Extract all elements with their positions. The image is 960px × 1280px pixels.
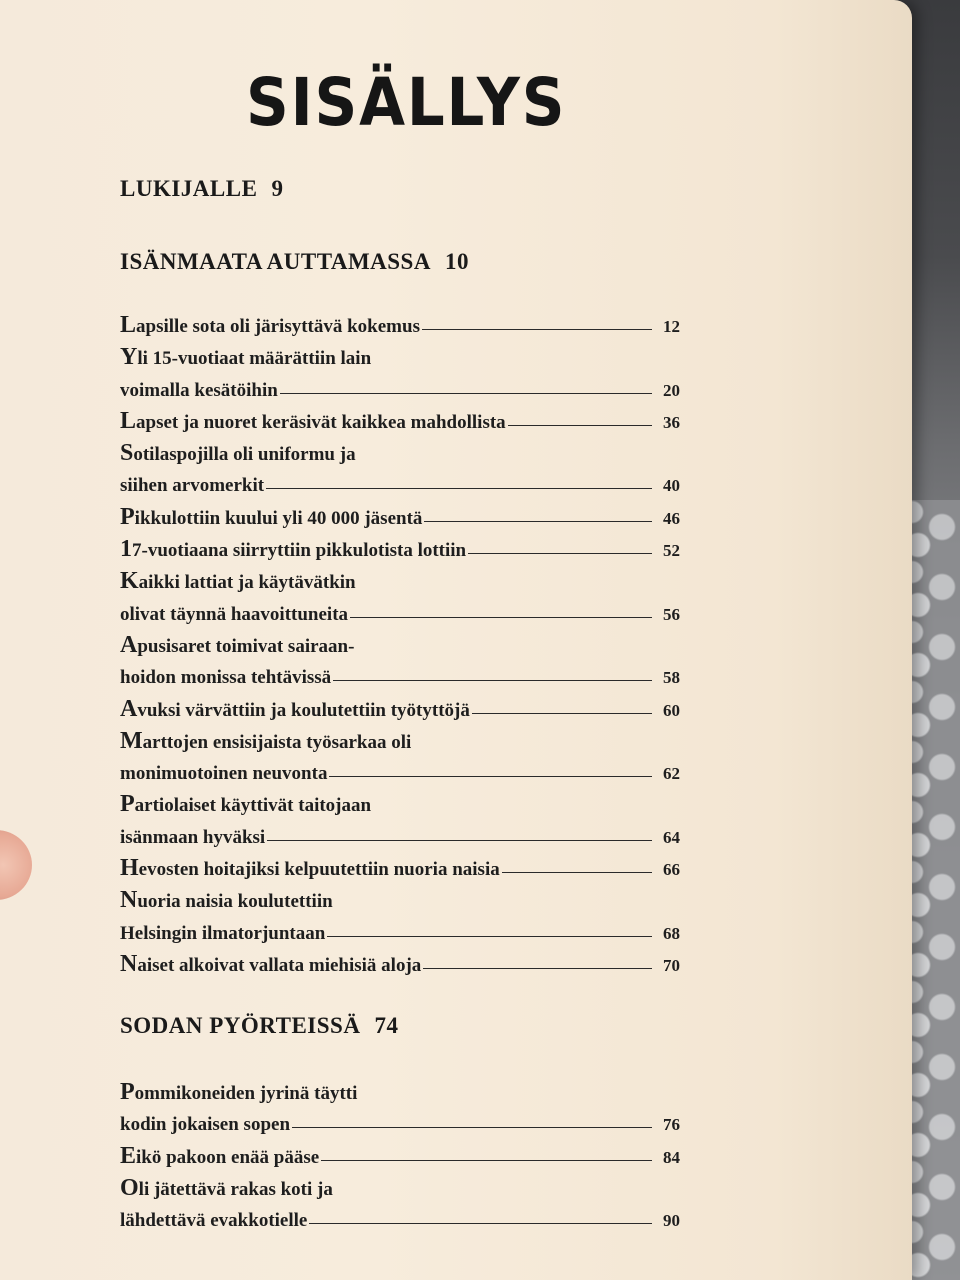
toc-entry-line — [120, 438, 680, 470]
toc-entry-line — [120, 758, 680, 789]
toc-entry-line — [120, 310, 680, 342]
section-label: SODAN PYÖRTEISSÄ — [120, 1013, 361, 1038]
toc-entry-title: Kaikki lattiat ja käytävätkin — [120, 568, 356, 595]
toc-entry-title: Helsingin ilmatorjuntaan — [120, 922, 326, 944]
toc-entry — [120, 949, 680, 981]
page-title: SISÄLLYS — [246, 64, 567, 141]
toc-entry — [120, 694, 680, 726]
toc-entry-line — [120, 918, 680, 949]
toc-entry-title: Apusisaret toimivat sairaan- — [120, 631, 355, 658]
toc-page-number: 12 — [663, 317, 680, 336]
section-label: LUKIJALLE — [120, 176, 258, 201]
section-heading-isanmaata — [120, 249, 469, 275]
toc-entry-line — [120, 1077, 680, 1109]
toc-list-part2 — [120, 1077, 680, 1236]
toc-entry — [120, 885, 680, 949]
toc-entry — [120, 566, 680, 630]
toc-entry — [120, 726, 680, 790]
toc-entry-line — [120, 822, 680, 853]
toc-entry-title: Lapset ja nuoret keräsivät kaikkea mahdollista — [120, 407, 506, 434]
dot-leader — [267, 840, 652, 841]
toc-entry-line — [120, 789, 680, 821]
toc-entry-title: Lapsille sota oli järisyttävä kokemus — [120, 312, 420, 338]
toc-entry-title: siihen arvomerkit — [120, 475, 265, 497]
toc-entry — [120, 1173, 680, 1237]
toc-entry — [120, 342, 680, 406]
section-label: ISÄNMAATA AUTTAMASSA — [120, 249, 431, 274]
toc-entry — [120, 438, 680, 502]
toc-entry — [120, 1077, 680, 1141]
toc-entry-title: Hevosten hoitajiksi kelpuutettiin nuoria naisia — [120, 855, 500, 882]
toc-entry-title: Marttojen ensisijaista työsarkaa oli — [120, 727, 412, 754]
dot-leader — [468, 553, 652, 554]
toc-entry-line — [120, 694, 680, 726]
toc-entry-line — [120, 662, 680, 693]
toc-entry-title: kodin jokaisen sopen — [120, 1114, 291, 1136]
toc-page-number: 64 — [663, 827, 680, 847]
toc-entry-line — [120, 375, 680, 406]
toc-entry-line — [120, 1173, 680, 1205]
toc-entry-title: Nuoria naisia koulutettiin — [120, 887, 333, 914]
toc-entry-title: isänmaan hyväksi — [120, 826, 266, 848]
toc-entry-line — [120, 599, 680, 630]
toc-entry-line — [120, 853, 680, 885]
toc-entry-title: Naiset alkoivat vallata miehisiä aloja — [120, 950, 422, 977]
toc-entry-line — [120, 470, 680, 501]
toc-entry-line — [120, 406, 680, 438]
toc-page-number: 40 — [663, 476, 680, 496]
toc-page-number: 90 — [663, 1211, 680, 1231]
section-heading-lukijalle — [120, 176, 283, 202]
toc-list-part1 — [120, 310, 680, 981]
toc-entry-line — [120, 502, 680, 534]
toc-page-number: 46 — [663, 508, 680, 528]
toc-page-number: 68 — [663, 923, 680, 943]
toc-page-number: 52 — [663, 541, 680, 561]
toc-entry-title: hoidon monissa tehtävissä — [120, 667, 332, 689]
dot-leader — [422, 329, 652, 330]
toc-entry-line — [120, 726, 680, 758]
toc-entry — [120, 502, 680, 534]
section-page-number: 10 — [444, 249, 469, 274]
dot-leader — [424, 521, 652, 522]
dot-leader — [309, 1223, 652, 1224]
toc-page-number: 20 — [663, 380, 680, 400]
dot-leader — [280, 393, 652, 394]
toc-page-number: 76 — [663, 1115, 680, 1135]
toc-entry-title: 17-vuotiaana siirryttiin pikkulotista lottiin — [120, 536, 467, 563]
toc-entry-title: Avuksi värvättiin ja koulutettiin työtyttöjä — [120, 695, 470, 722]
toc-entry-title: Oli jätettävä rakas koti ja — [120, 1174, 333, 1201]
toc-entry-line — [120, 630, 680, 662]
toc-page-number: 66 — [663, 860, 680, 880]
toc-page-number: 84 — [663, 1147, 680, 1167]
toc-entry-title: Pikkulottiin kuului yli 40 000 jäsentä — [120, 503, 423, 530]
toc-entry-title: Partiolaiset käyttivät taitojaan — [120, 791, 372, 818]
toc-entry-line — [120, 1141, 680, 1173]
toc-entry — [120, 630, 680, 694]
section-heading-sodan — [120, 1013, 398, 1039]
toc-page-number: 60 — [663, 700, 680, 720]
toc-entry-title: monimuotoinen neuvonta — [120, 763, 328, 785]
toc-entry-line — [120, 949, 680, 981]
dot-leader — [423, 968, 652, 969]
dot-leader — [350, 617, 652, 618]
toc-entry — [120, 853, 680, 885]
dot-leader — [327, 936, 652, 937]
section-page-number: 9 — [271, 176, 284, 201]
toc-entry — [120, 1141, 680, 1173]
toc-entry-line — [120, 1205, 680, 1236]
toc-entry — [120, 310, 680, 342]
dot-leader — [508, 425, 652, 426]
dot-leader — [472, 713, 652, 714]
dot-leader — [333, 680, 652, 681]
toc-entry-title: Sotilaspojilla oli uniformu ja — [120, 440, 356, 467]
dot-leader — [292, 1127, 652, 1128]
dot-leader — [266, 488, 652, 489]
toc-entry-title: voimalla kesätöihin — [120, 379, 278, 401]
toc-page-number: 56 — [663, 604, 680, 624]
toc-entry-line — [120, 534, 680, 566]
toc-entry-line — [120, 1109, 680, 1140]
toc-entry — [120, 789, 680, 853]
toc-entry-title: Yli 15-vuotiaat määrättiin lain — [120, 344, 372, 371]
toc-entry-title: Pommikoneiden jyrinä täytti — [120, 1079, 358, 1105]
toc-page-number: 36 — [663, 412, 680, 432]
toc-entry — [120, 406, 680, 438]
toc-entry-title: olivat täynnä haavoittuneita — [120, 603, 349, 625]
toc-entry-line — [120, 566, 680, 598]
toc-entry-title: Eikö pakoon enää pääse — [120, 1142, 320, 1169]
dot-leader — [329, 776, 652, 777]
section-page-number: 74 — [374, 1013, 399, 1038]
toc-entry-line — [120, 885, 680, 917]
toc-entry-title: lähdettävä evakkotielle — [120, 1210, 308, 1232]
toc-entry-line — [120, 342, 680, 374]
dot-leader — [321, 1160, 652, 1161]
toc-page-number: 70 — [663, 955, 680, 975]
toc-entry — [120, 534, 680, 566]
toc-page-number: 58 — [663, 668, 680, 688]
dot-leader — [502, 872, 652, 873]
toc-page-number: 62 — [663, 764, 680, 784]
